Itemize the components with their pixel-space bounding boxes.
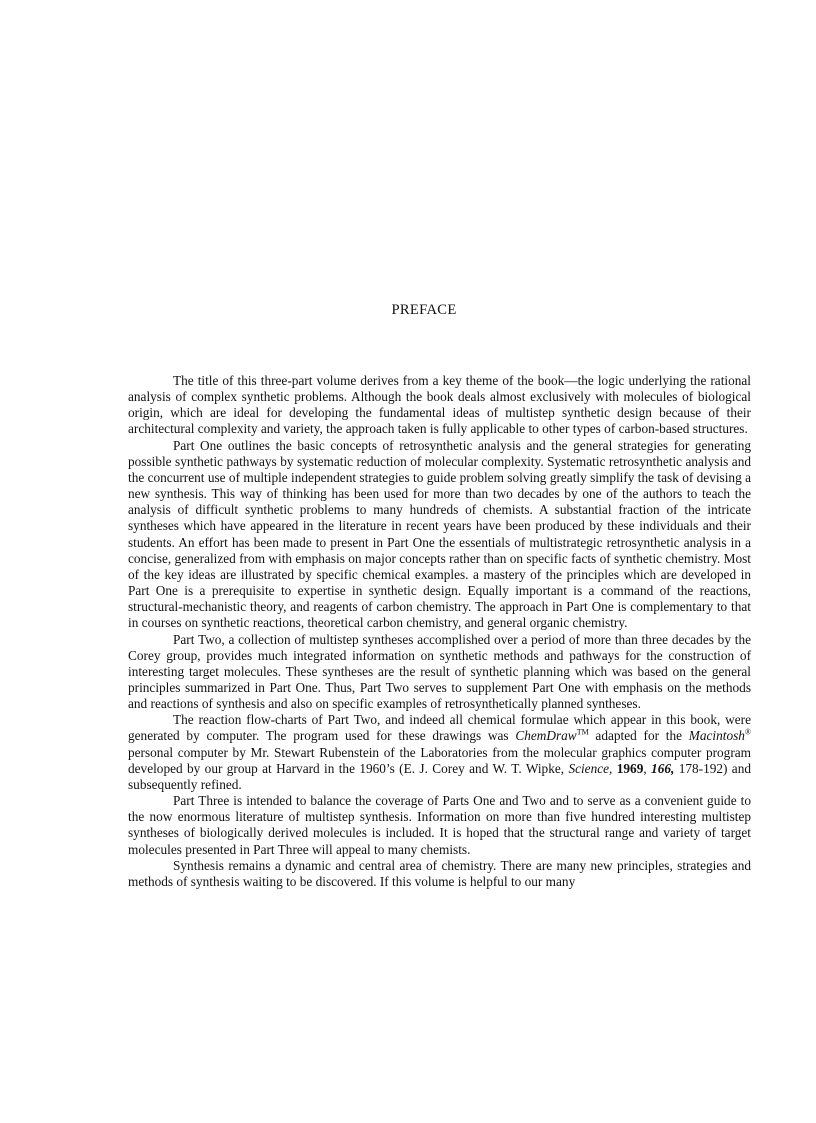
paragraph-4: [128, 712, 751, 793]
citation-volume: 166,: [651, 760, 675, 776]
paragraph-1: The title of this three-part volume derives from a key theme of the book—the logic underlying the rational analysis of complex synthetic problems. Although the book deals almost exclusively with molecules of biological origin, which are ideal for developing the fundamental ideas of multistep synthetic design because of their architectural complexity and variety, the approach taken is fully applicable to other types of carbon-based structures.: [128, 373, 751, 437]
page-title: PREFACE: [391, 302, 457, 318]
paragraph-6: Synthesis remains a dynamic and central area of chemistry. There are many new principles, strategies and methods of synthesis waiting to be discovered. If this volume is helpful to our many: [128, 857, 751, 889]
preface-body: [128, 373, 751, 890]
paragraph-4-text-e: ,: [643, 760, 652, 776]
citation-year: 1969: [616, 760, 644, 776]
paragraph-2: Part One outlines the basic concepts of retrosynthetic analysis and the general strategies for generating possible synthetic pathways by systematic reduction of molecular complexity. Systematic retrosynthetic analysis and the concurrent use of multiple independent strategies to guide problem solving greatly simplify the task of devising a new synthesis. This way of thinking has been used for more than two decades by one of the authors to teach the analysis of difficult synthetic problems to many hundreds of chemists. A substantial fraction of the intricate syntheses which have appeared in the literature in recent years have been produced by these individuals and their students. An effort has been made to present in Part One the essentials of multistrategic retrosynthetic analysis in a concise, generalized from with emphasis on major concepts rather than on specific facts of synthetic chemistry. Most of the key ideas are illustrated by specific chemical examples. a mastery of the principles which are developed in Part One is a prerequisite to expertise in synthetic design. Equally important is a command of the reactions, structural-mechanistic theory, and reagents of carbon chemistry. The approach in Part One is complementary to that in courses on synthetic reactions, theoretical carbon chemistry, and general organic chemistry.: [128, 437, 751, 631]
paragraph-4-text-b: adapted for the: [588, 728, 689, 744]
paragraph-4-text-f: 178-192) and subsequently refined.: [128, 760, 752, 792]
registered-mark: ®: [744, 728, 751, 738]
paragraph-3: Part Two, a collection of multistep syntheses accomplished over a period of more than three decades by the Corey group, provides much integrated information on synthetic methods and pathways for the construction of interesting target molecules. These syntheses are the result of synthetic planning which was based on the general principles summarized in Part One. Thus, Part Two serves to supplement Part One with emphasis on the methods and reactions of synthesis and also on specific examples of retrosynthetically planned syntheses.: [128, 631, 751, 712]
paragraph-4-text-a: The reaction flow-charts of Part Two, and indeed all chemical formulae which appear in this book, were generated by computer. The program used for these drawings was: [128, 712, 751, 744]
paragraph-5: Part Three is intended to balance the coverage of Parts One and Two and to serve as a convenient guide to the now enormous literature of multistep synthesis. Information on more than five hundred interesting multistep syntheses of biologically derived molecules is included. It is hoped that the structural range and variety of target molecules presented in Part Three will appeal to many chemists.: [128, 793, 751, 857]
paragraph-4-text-c: personal computer by Mr. Stewart Rubenstein of the Laboratories from the molecular graphics computer program developed by our group at Harvard in the 1960’s (E. J. Corey and W. T. Wipke,: [128, 744, 751, 776]
paragraph-4-text-d: ,: [609, 760, 617, 776]
computer-name: Macintosh: [688, 728, 745, 744]
trademark-mark: TM: [576, 728, 589, 738]
program-name: ChemDraw: [515, 728, 577, 744]
journal-name: Science: [568, 760, 610, 776]
